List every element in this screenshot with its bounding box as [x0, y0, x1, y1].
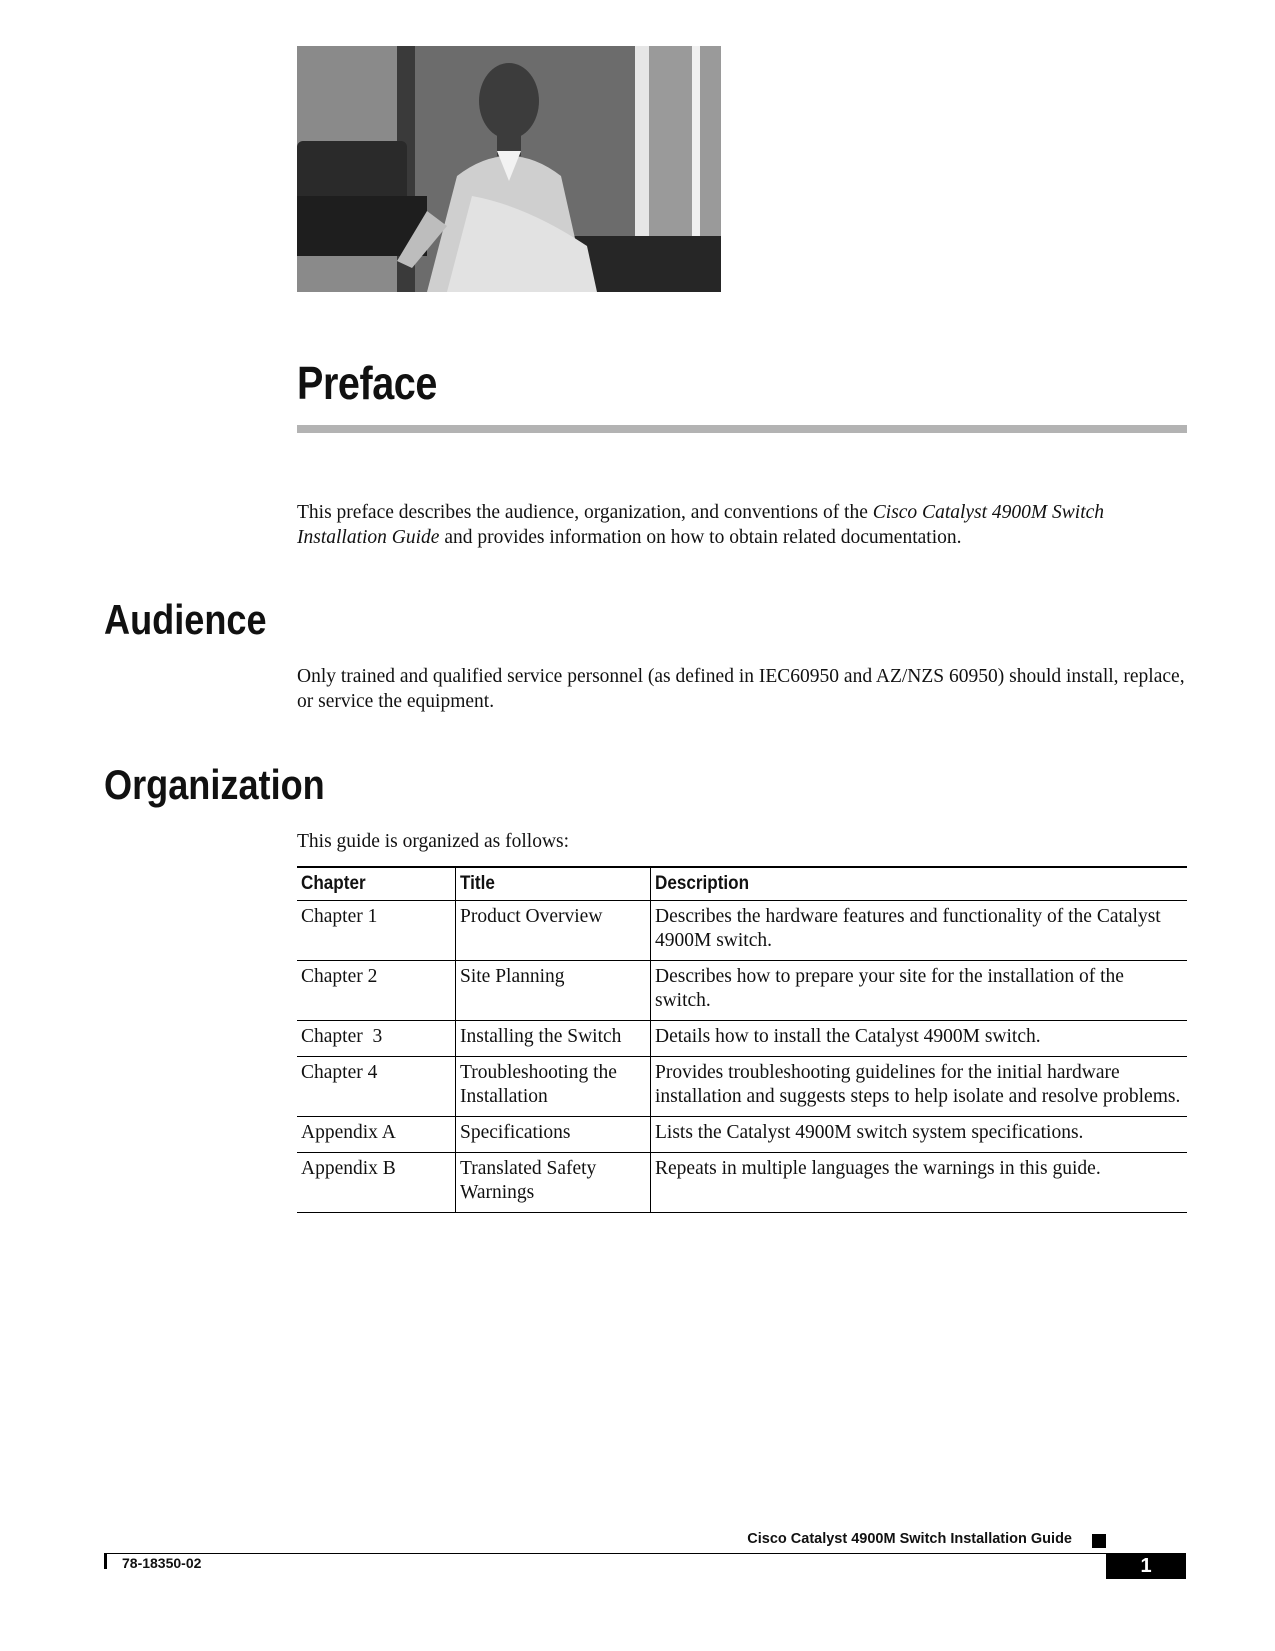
footer-rule	[104, 1553, 1106, 1554]
description-cell: Lists the Catalyst 4900M switch system specifications.	[651, 1117, 1188, 1153]
guide-title-italic: Cisco Catalyst 4900M Switch Installation Guide	[297, 502, 1105, 548]
column-header-chapter: Chapter	[297, 867, 456, 901]
table-row	[297, 1021, 1187, 1057]
footer-guide-title: Cisco Catalyst 4900M Switch Installation Guide	[747, 1531, 1072, 1547]
table-row	[297, 961, 1187, 1021]
description-cell: Provides troubleshooting guidelines for the initial hardware installation and suggests steps to help isolate and resolve problems.	[651, 1057, 1188, 1117]
page-number: 1	[1106, 1553, 1186, 1579]
intro-text-start: This preface describes the audience, organization, and conventions of the	[297, 502, 873, 523]
table-row	[297, 1153, 1187, 1213]
chapter-cell: Chapter 3	[297, 1021, 456, 1057]
title-cell: Product Overview	[456, 901, 651, 961]
description-cell: Details how to install the Catalyst 4900M switch.	[651, 1021, 1188, 1057]
audience-paragraph: Only trained and qualified service personnel (as defined in IEC60950 and AZ/NZS 60950) should install, replace, or service the equipment.	[297, 666, 1185, 712]
column-header-description: Description	[651, 867, 1188, 901]
audience-heading: Audience	[104, 596, 267, 643]
column-header-title: Title	[456, 867, 651, 901]
chapter-cell: Chapter 2	[297, 961, 456, 1021]
title-rule	[297, 425, 1187, 433]
page-title: Preface	[297, 357, 437, 409]
organization-intro: This guide is organized as follows:	[297, 831, 570, 852]
organization-heading: Organization	[104, 761, 325, 808]
footer-marker	[1092, 1534, 1106, 1548]
table-header-row	[297, 867, 1187, 901]
footer-tick	[104, 1553, 107, 1569]
title-cell: Site Planning	[456, 961, 651, 1021]
chapter-cell: Appendix A	[297, 1117, 456, 1153]
description-cell: Describes how to prepare your site for the installation of the switch.	[651, 961, 1188, 1021]
title-cell: Installing the Switch	[456, 1021, 651, 1057]
organization-table	[297, 866, 1187, 1213]
preface-photo	[297, 46, 721, 292]
chapter-cell: Chapter 4	[297, 1057, 456, 1117]
table-row	[297, 901, 1187, 961]
description-cell: Describes the hardware features and functionality of the Catalyst 4900M switch.	[651, 901, 1188, 961]
chapter-cell: Chapter 1	[297, 901, 456, 961]
intro-text-end: and provides information on how to obtain related documentation.	[439, 527, 962, 548]
title-cell: Specifications	[456, 1117, 651, 1153]
preface-intro	[297, 500, 1192, 550]
photo-illustration	[297, 46, 721, 292]
table-row	[297, 1117, 1187, 1153]
chapter-cell: Appendix B	[297, 1153, 456, 1213]
title-cell: Troubleshooting the Installation	[456, 1057, 651, 1117]
table-row	[297, 1057, 1187, 1117]
description-cell: Repeats in multiple languages the warnings in this guide.	[651, 1153, 1188, 1213]
document-number: 78-18350-02	[122, 1555, 202, 1571]
title-cell: Translated Safety Warnings	[456, 1153, 651, 1213]
